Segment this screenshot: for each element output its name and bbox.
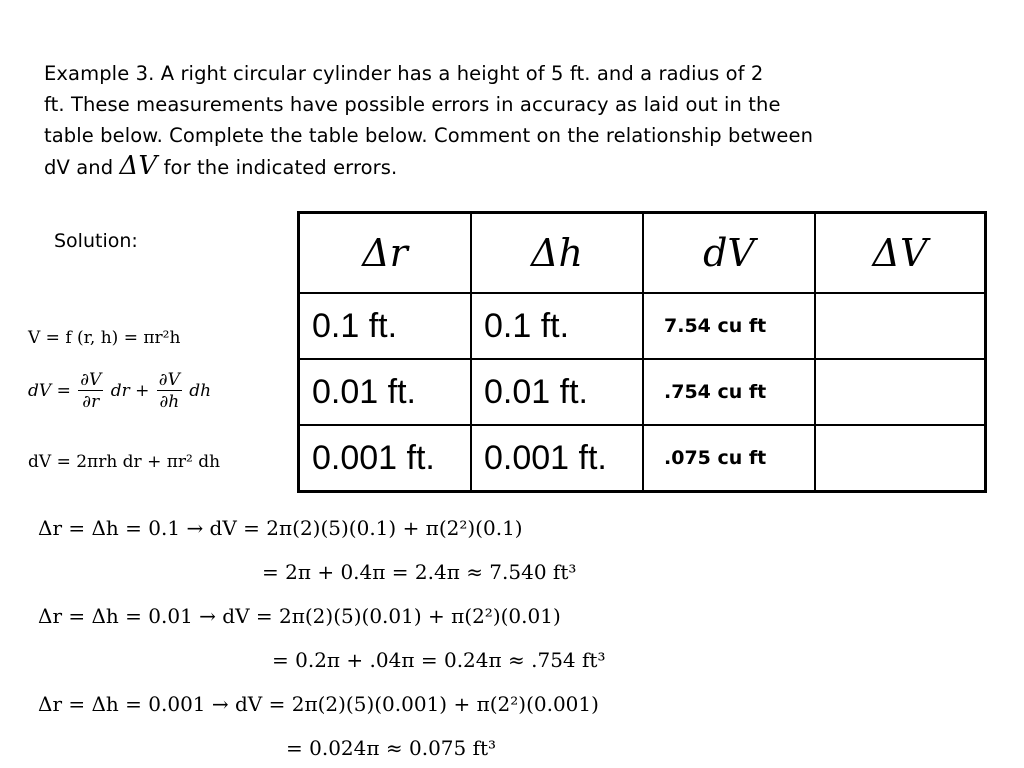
header-dv: dV [643,213,815,294]
delta-r-cell: 0.1 ft. [299,293,472,359]
solution-label: Solution: [54,230,138,252]
problem-statement [44,58,979,183]
delta-h-cell: 0.1 ft. [471,293,643,359]
header-delta-h: Δh [471,213,643,294]
partial-v-numerator: ∂V [80,370,102,390]
delta-v-cell [815,359,986,425]
delta-v-cell [815,425,986,492]
work-line-1: Δr = Δh = 0.1 → dV = 2π(2)(5)(0.1) + π(2²)(0.1) [38,516,523,540]
partial-h-denominator: ∂h [159,392,180,412]
error-table [297,211,987,493]
problem-line-1: Example 3. A right circular cylinder has a height of 5 ft. and a radius of 2 [44,62,764,85]
delta-v-cell [815,293,986,359]
delta-h-cell: 0.001 ft. [471,425,643,492]
dv-lhs: dV = [28,381,71,401]
problem-line-2: ft. These measurements have possible errors in accuracy as laid out in the [44,93,781,116]
dv-cell: .754 cu ft [643,359,815,425]
work-line-4: = 0.2π + .04π = 0.24π ≈ .754 ft³ [272,648,606,672]
dh-term: dh [189,381,212,401]
work-line-3: Δr = Δh = 0.01 → dV = 2π(2)(5)(0.01) + π(2²)(0.01) [38,604,561,628]
total-differential-formula [28,370,211,413]
table-row [299,359,986,425]
dr-term: dr + [110,381,150,401]
problem-line-4-start: dV and [44,156,114,179]
work-line-5: Δr = Δh = 0.001 → dV = 2π(2)(5)(0.001) + π(2²)(0.001) [38,692,599,716]
expanded-differential-formula: dV = 2πrh dr + πr² dh [28,452,221,472]
table-header-row [299,213,986,294]
dv-cell: 7.54 cu ft [643,293,815,359]
work-line-2: = 2π + 0.4π = 2.4π ≈ 7.540 ft³ [262,560,577,584]
problem-line-4 [44,151,979,183]
problem-line-3: table below. Complete the table below. Comment on the relationship between [44,124,814,147]
delta-v-symbol: ΔV [119,151,158,181]
partial-v-numerator-2: ∂V [158,370,180,390]
header-delta-r: Δr [299,213,472,294]
partial-v-r-fraction [78,370,103,413]
volume-formula: V = f (r, h) = πr²h [28,328,181,348]
work-line-6: = 0.024π ≈ 0.075 ft³ [286,736,497,760]
partial-v-h-fraction [157,370,182,413]
table-row [299,425,986,492]
header-delta-v: ΔV [815,213,986,294]
table-row [299,293,986,359]
dv-cell: .075 cu ft [643,425,815,492]
problem-line-4-end: for the indicated errors. [163,156,398,179]
delta-h-cell: 0.01 ft. [471,359,643,425]
delta-r-cell: 0.01 ft. [299,359,472,425]
delta-r-cell: 0.001 ft. [299,425,472,492]
partial-r-denominator: ∂r [82,392,100,412]
